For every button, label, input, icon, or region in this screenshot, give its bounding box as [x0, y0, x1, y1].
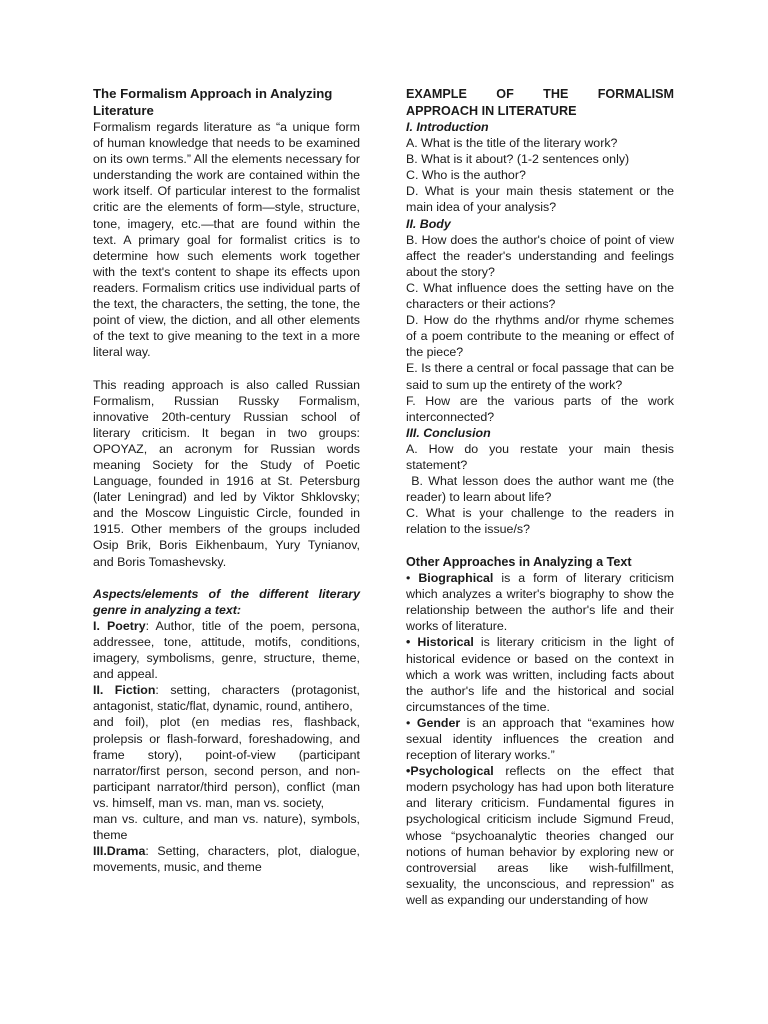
biographical-item: [406, 570, 678, 634]
introduction-heading: I. Introduction: [406, 120, 489, 134]
poetry-item: [93, 618, 360, 682]
aspects-heading: Aspects/elements of the different literary genre in analyzing a text:: [93, 586, 360, 617]
other-approaches-heading: Other Approaches in Analyzing a Text: [406, 554, 632, 569]
conclusion-item-a: A. How do you restate your main thesis statement?: [406, 441, 674, 472]
gender-item: [406, 715, 678, 763]
conclusion-item-b: B. What lesson does the author want me (the reader) to learn about life?: [406, 474, 678, 505]
biographical-label: Biographical: [418, 571, 494, 586]
intro-item-c: C. Who is the author?: [406, 168, 526, 183]
body-item-c: C. What influence does the setting have on the characters or their actions?: [406, 280, 674, 312]
formalism-title: The Formalism Approach in Analyzing Literature: [93, 86, 333, 118]
fiction-label: II. Fiction: [93, 683, 156, 698]
formalism-paragraph-1: Formalism regards literature as “a unique form of human knowledge that needs to be examined on its own terms.” All the elements necessary for understanding the work are contained within the work itself. Of particular interest to the formalist critic are the elements of form—style, structure, tone, imagery, etc.—that are found within the text. A primary goal for formalist critics is to determine how such elements work together with the text's content to shape its effects upon readers. Formalism critics use individual parts of the text, the characters, the setting, the tone, the point of view, the diction, and all other elements of the text to give meaning to the text in a more literal way.: [93, 120, 360, 360]
bullet: •: [406, 571, 419, 586]
spacer: [93, 360, 360, 376]
conclusion-heading: III. Conclusion: [406, 425, 491, 440]
gender-text: is an approach that “examines how sexual identity influences the creation and reception of literary works.”: [406, 715, 678, 763]
historical-item: [406, 634, 678, 714]
body-item-d: D. How do the rhythms and/or rhyme schemes of a poem contribute to the meaning or effect of the piece?: [406, 313, 674, 360]
drama-item: [93, 843, 360, 875]
fiction-text-2: and foil), plot (en medias res, flashback, prolepsis or flash-forward, foreshadowing, and frame story), point-of-view (participant narrator/first person, second person, and non-participant narrator/third person), conflict (man vs. himself, man vs. man, man vs. society,: [93, 715, 360, 810]
historical-label: Historical: [417, 635, 474, 650]
example-title-line-2: APPROACH IN LITERATURE: [406, 103, 577, 118]
poetry-text: : Author, title of the poem, persona, addressee, tone, attitude, motifs, conditions, imagery, symbolisms, genre, structure, theme, and appeal.: [93, 618, 360, 682]
biographical-text: is a form of literary criticism which analyzes a writer's biography to show the relationship between the author's life and their works of literature.: [406, 571, 678, 634]
bullet: •: [406, 635, 418, 650]
body-item-b: B. How does the author's choice of point of view affect the reader's understanding and feelings about the story?: [406, 232, 674, 279]
fiction-text-3: man vs. culture, and man vs. nature), symbols, theme: [93, 812, 360, 843]
bullet: •: [406, 715, 417, 730]
example-title-line-1: EXAMPLE OF THE FORMALISM: [406, 87, 674, 101]
poetry-label: I. Poetry: [93, 618, 146, 633]
spacer: [406, 537, 674, 553]
historical-text: is literary criticism in the light of historical evidence or based on the context in which a work was written, including facts about the author's life and the historical and social circumstances of the time.: [406, 635, 678, 714]
psychological-item: [406, 763, 678, 908]
conclusion-item-c: C. What is your challenge to the readers in relation to the issue/s?: [406, 506, 674, 537]
body-item-f: F. How are the various parts of the work interconnected?: [406, 393, 674, 424]
intro-item-b: B. What is it about? (1-2 sentences only): [406, 152, 630, 167]
intro-item-a: A. What is the title of the literary work?: [406, 136, 618, 151]
spacer: [93, 570, 360, 586]
psychological-text: reflects on the effect that modern psychology has had upon both literature and literary criticism. Fundamental figures in psychological criticism include Sigmund Freud, whose “psychoanalytic theories changed our notions of human behavior by exploring new or controversial areas like wish-fulfillment, sexuality, the unconscious, and repression” as well as expanding our understanding of how: [406, 764, 678, 907]
formalism-paragraph-2: This reading approach is also called Russian Formalism, Russian Russky Formalism, innovative 20th-century Russian school of literary criticism. It began in two groups: OPOYAZ, an acronym for Russian words meaning Society for the Study of Poetic Language, founded in 1916 at St. Petersburg (later Leningrad) and led by Viktor Shklovsky; and the Moscow Linguistic Circle, founded in 1915. Other members of the groups included Osip Brik, Boris Eikhenbaum, Yury Tynianov, and Boris Tomashevsky.: [93, 377, 360, 569]
psychological-label: Psychological: [410, 764, 494, 779]
fiction-text-1: : setting, characters (protagonist, antagonist, static/flat, dynamic, round, antihero,: [93, 683, 360, 714]
bullet: •: [406, 764, 411, 779]
drama-label: III.Drama: [93, 844, 146, 859]
fiction-item: [93, 682, 360, 714]
left-column: [93, 86, 360, 875]
drama-text: : Setting, characters, plot, dialogue, movements, music, and theme: [93, 844, 360, 875]
gender-label: Gender: [416, 715, 461, 730]
right-column: [406, 86, 678, 908]
intro-item-d: D. What is your main thesis statement or the main idea of your analysis?: [406, 184, 674, 215]
body-item-e: E. Is there a central or focal passage that can be said to sum up the entirety of the work?: [406, 361, 674, 392]
body-heading: II. Body: [406, 216, 451, 231]
